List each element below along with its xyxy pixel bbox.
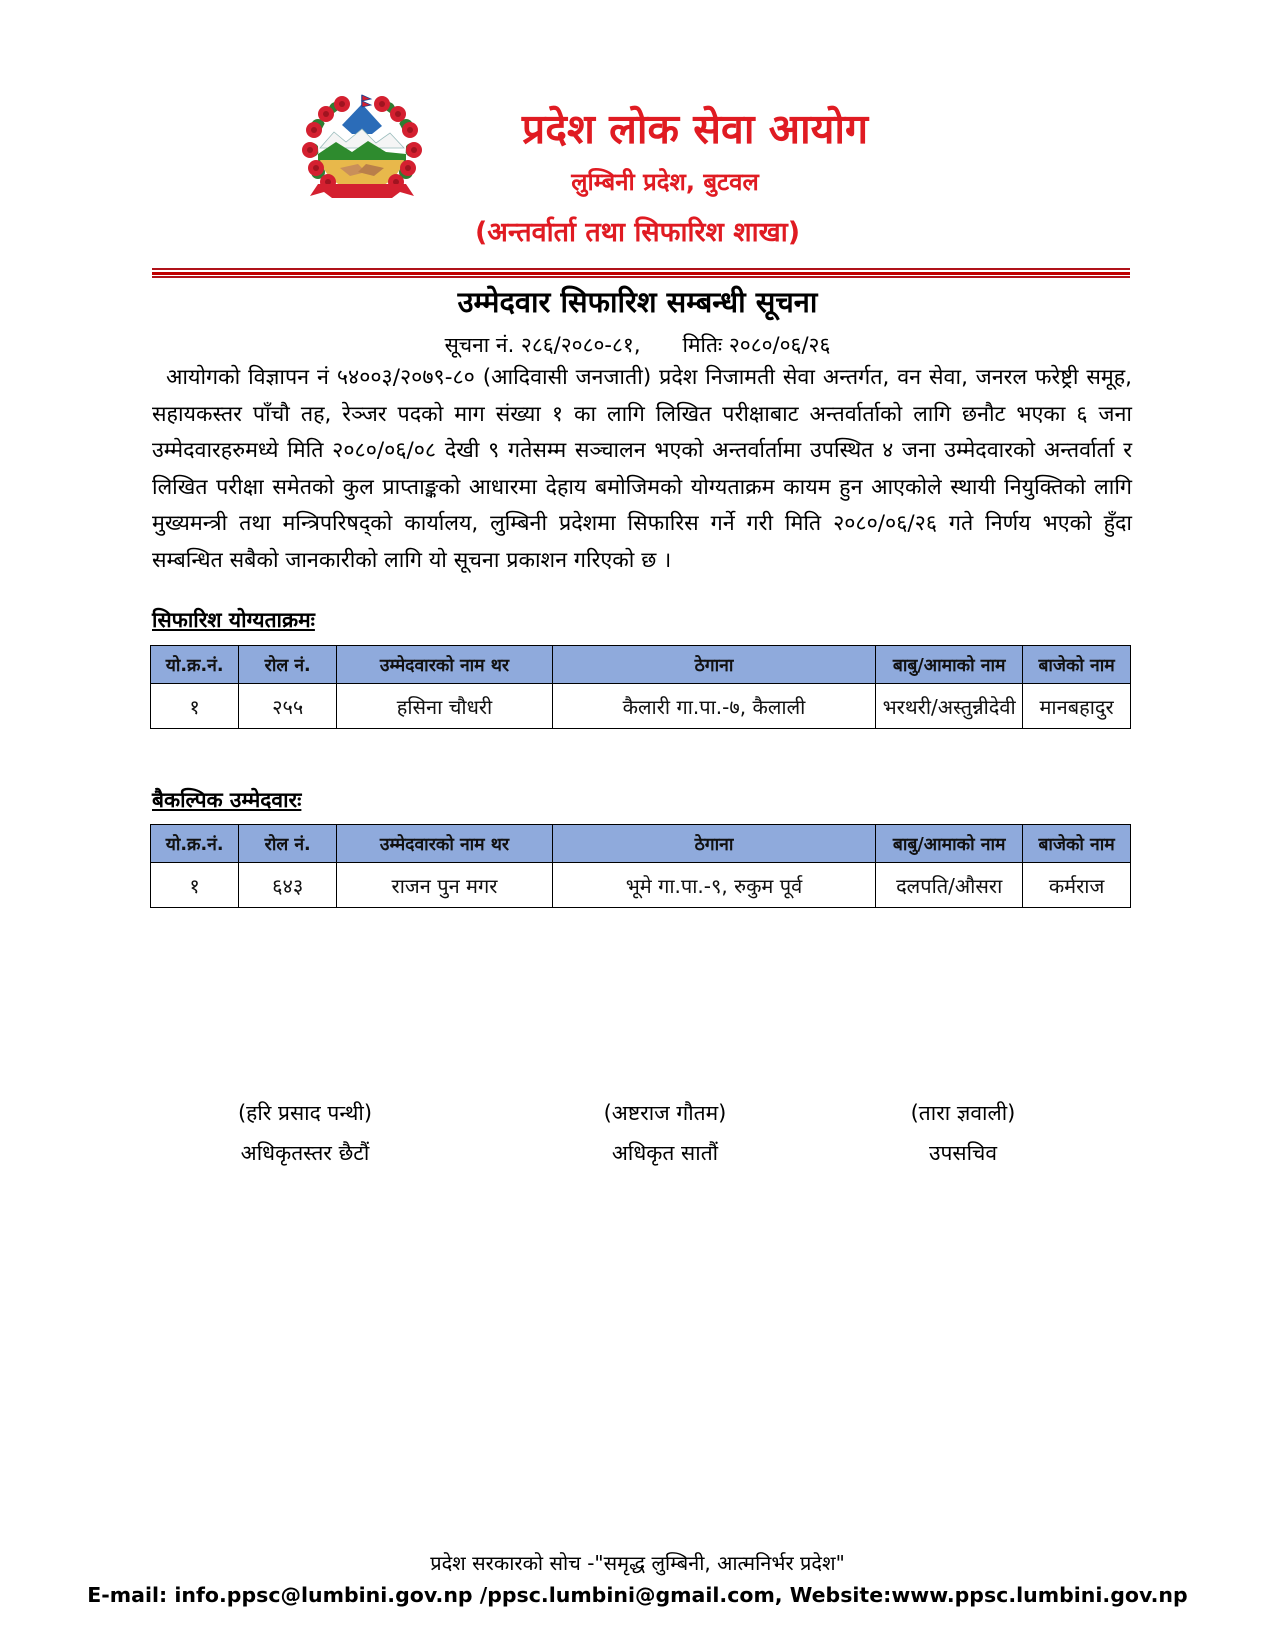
col-name: उम्मेदवारको नाम थर [337, 646, 553, 684]
col-rank: यो.क्र.नं. [151, 825, 239, 863]
col-grandfather: बाजेको नाम [1023, 646, 1131, 684]
cell-address: भूमे गा.पा.-९, रुकुम पूर्व [552, 863, 875, 908]
table-header-row [151, 825, 1131, 863]
emblem-graphic [296, 92, 428, 204]
notice-date: मितिः २०८०/०६/२६ [682, 333, 831, 357]
notice-meta [0, 331, 1275, 359]
notice-title: उम्मेदवार सिफारिश सम्बन्धी सूचना [457, 285, 818, 319]
col-parents: बाबु/आमाको नाम [876, 646, 1023, 684]
table-row [151, 684, 1131, 729]
cell-parents: दलपति/औसरा [876, 863, 1023, 908]
cell-grandfather: मानबहादुर [1023, 684, 1131, 729]
cell-rank: १ [151, 684, 239, 729]
cell-rank: १ [151, 863, 239, 908]
signatory-middle [535, 1093, 795, 1173]
alternate-list-heading: बैकल्पिक उम्मेदवारः [152, 788, 302, 812]
signatory-left [175, 1093, 435, 1173]
contact-line: E-mail: info.ppsc@lumbini.gov.np /ppsc.lumbini@gmail.com, Website:www.ppsc.lumbini.gov.np [87, 1583, 1188, 1607]
signatory-name: (तारा ज्ञवाली) [910, 1101, 1016, 1125]
signatory-title: उपसचिव [928, 1141, 998, 1165]
table-row [151, 863, 1131, 908]
signatory-name: (हरि प्रसाद पन्थी) [237, 1101, 373, 1125]
cell-roll: ६४३ [239, 863, 337, 908]
signatory-right [833, 1093, 1093, 1173]
cell-roll: २५५ [239, 684, 337, 729]
alternate-candidates-table [150, 824, 1131, 908]
col-roll: रोल नं. [239, 825, 337, 863]
col-name: उम्मेदवारको नाम थर [337, 825, 553, 863]
cell-name: राजन पुन मगर [337, 863, 553, 908]
nepal-emblem-logo [296, 92, 428, 204]
col-address: ठेगाना [552, 646, 875, 684]
signatory-title: अधिकृत सातौं [611, 1141, 719, 1165]
government-motto: प्रदेश सरकारको सोच -"समृद्ध लुम्बिनी, आत्मनिर्भर प्रदेश" [430, 1551, 845, 1575]
col-parents: बाबु/आमाको नाम [876, 825, 1023, 863]
col-rank: यो.क्र.नं. [151, 646, 239, 684]
org-branch: (अन्तर्वार्ता तथा सिफारिश शाखा) [474, 217, 801, 248]
cell-grandfather: कर्मराज [1023, 863, 1131, 908]
notice-number: सूचना नं. २८६/२०८०-८१, [444, 333, 641, 357]
col-roll: रोल नं. [239, 646, 337, 684]
cell-name: हसिना चौधरी [337, 684, 553, 729]
table-header-row [151, 646, 1131, 684]
cell-address: कैलारी गा.पा.-७, कैलाली [552, 684, 875, 729]
col-grandfather: बाजेको नाम [1023, 825, 1131, 863]
col-address: ठेगाना [552, 825, 875, 863]
notice-body: आयोगको विज्ञापन नं ५४००३/२०७९-८० (आदिवासी जनजाती) प्रदेश निजामती सेवा अन्तर्गत, वन सेवा, जनरल फरेष्ट्री समूह, सहायकस्तर पाँचौ तह, रेञ्जर पदको माग संख्या १ का लागि लिखित परीक्षाबाट अन्तर्वार्ताको लागि छनौट भएका ६ जना उम्मेदवारहरुमध्ये मिति २०८०/०६/०८ देखी ९ गतेसम्म सञ्चालन भएको अन्तर्वार्तामा उपस्थित ४ जना उम्मेदवारको अन्तर्वार्ता र लिखित परीक्षा समेतको कुल प्राप्ताङ्कको आधारमा देहाय बमोजिमको योग्यताक्रम कायम हुन आएकोले स्थायी नियुक्तिको लागि मुख्यमन्त्री तथा मन्त्रिपरिषद्को कार्यालय, लुम्बिनी प्रदेशमा सिफारिस गर्ने गरी मिति २०८०/०६/२६ गते निर्णय भएको हुँदा सम्बन्धित सबैको जानकारीको लागि यो सूचना प्रकाशन गरिएको छ । [152, 365, 1132, 573]
org-name: प्रदेश लोक सेवा आयोग [521, 105, 869, 153]
signatory-title: अधिकृतस्तर छैटौं [240, 1141, 370, 1165]
recommended-list-heading: सिफारिश योग्यताक्रमः [152, 608, 315, 632]
recommended-candidates-table [150, 645, 1131, 729]
signatory-name: (अष्टराज गौतम) [603, 1101, 727, 1125]
cell-parents: भरथरी/अस्तुन्नीदेवी [876, 684, 1023, 729]
org-location: लुम्बिनी प्रदेश, बुटवल [571, 168, 759, 196]
header-divider-rule [152, 268, 1130, 278]
